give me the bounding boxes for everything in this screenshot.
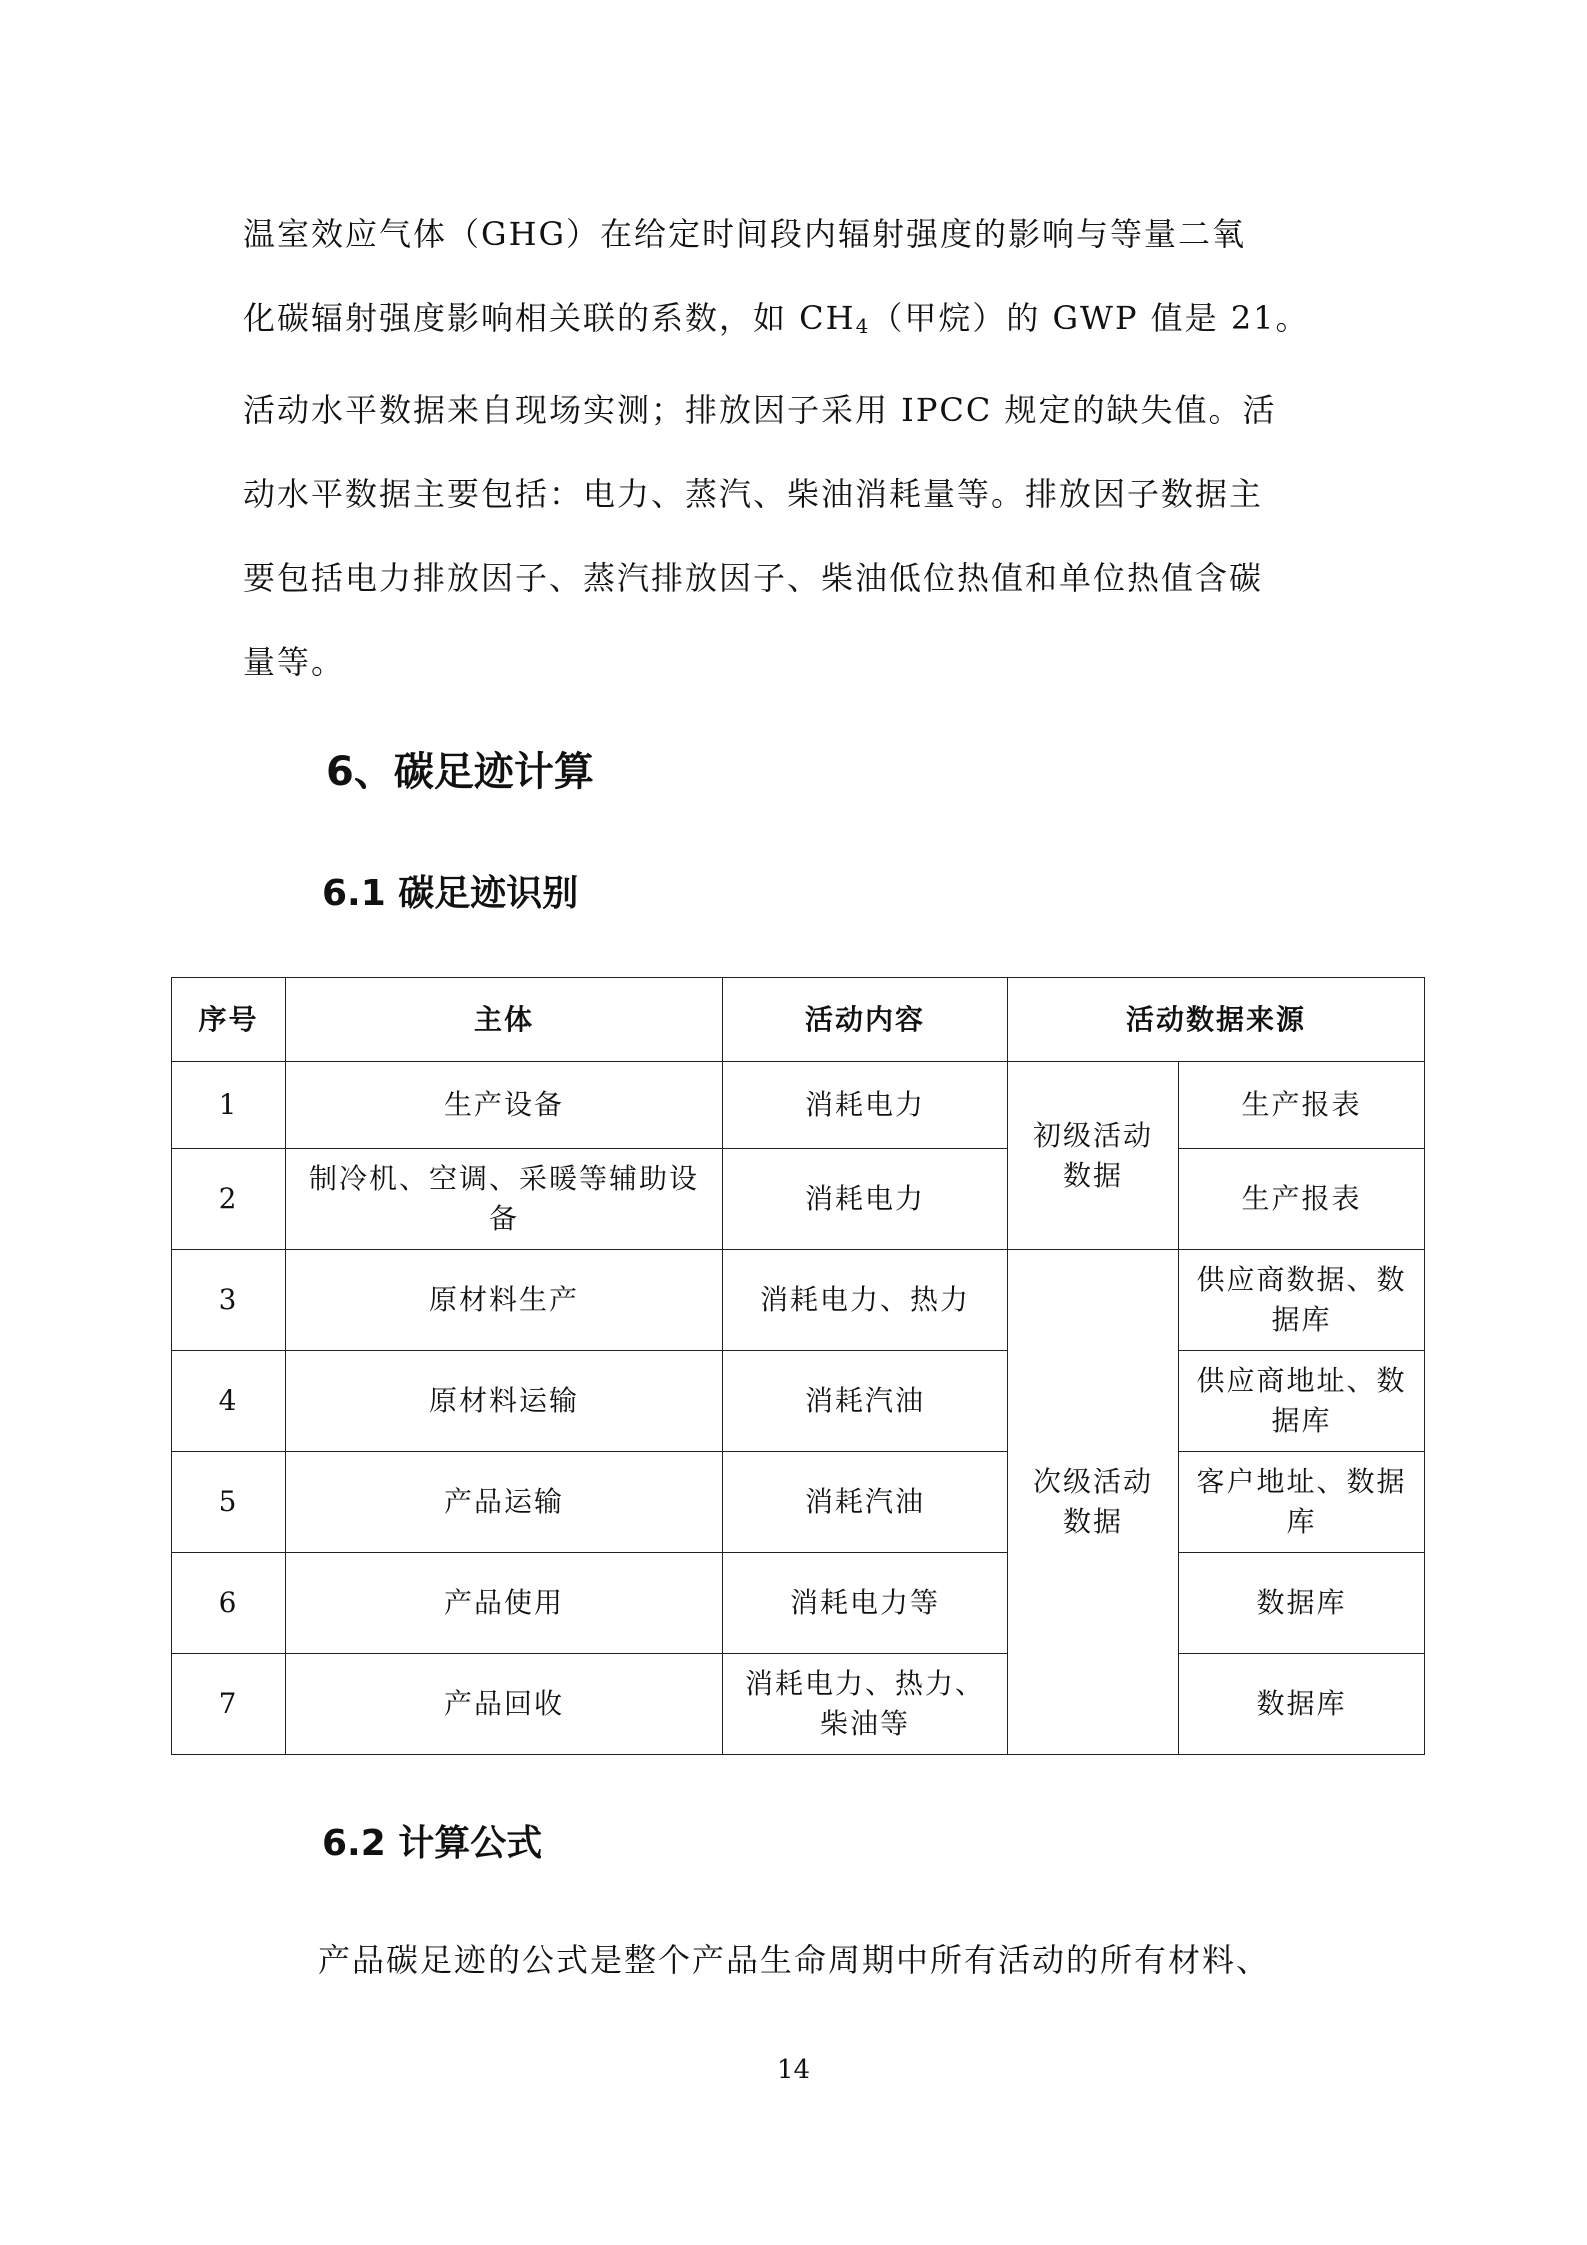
cell-activity: 消耗电力、热力 xyxy=(723,1250,1008,1351)
carbon-footprint-table xyxy=(171,977,1425,1755)
cell-no: 5 xyxy=(172,1452,286,1553)
table-row xyxy=(172,1149,1425,1250)
table-row xyxy=(172,1062,1425,1149)
formula-line: 产品碳足迹的公式是整个产品生命周期中所有活动的所有材料、 xyxy=(318,1941,1271,1979)
cell-no: 7 xyxy=(172,1654,286,1755)
table-row xyxy=(172,1351,1425,1452)
header-source: 活动数据来源 xyxy=(1008,978,1425,1062)
cell-no: 6 xyxy=(172,1553,286,1654)
cell-subject: 产品运输 xyxy=(286,1452,723,1553)
intro-line-2 xyxy=(243,276,1353,368)
cell-activity: 消耗电力 xyxy=(723,1062,1008,1149)
formula-paragraph xyxy=(318,1918,1358,2002)
cell-no: 4 xyxy=(172,1351,286,1452)
header-subject: 主体 xyxy=(286,978,723,1062)
cell-no: 3 xyxy=(172,1250,286,1351)
cell-activity: 消耗电力 xyxy=(723,1149,1008,1250)
cell-source: 数据库 xyxy=(1179,1654,1425,1755)
intro-line-3: 活动水平数据来自现场实测；排放因子采用 IPCC 规定的缺失值。活 xyxy=(243,391,1277,429)
intro-line-5: 要包括电力排放因子、蒸汽排放因子、柴油低位热值和单位热值含碳 xyxy=(243,559,1264,597)
cell-subject: 制冷机、空调、采暖等辅助设备 xyxy=(286,1149,723,1250)
intro-paragraph xyxy=(243,192,1353,704)
cell-source: 生产报表 xyxy=(1179,1062,1425,1149)
cell-source: 数据库 xyxy=(1179,1553,1425,1654)
cell-subject: 原材料运输 xyxy=(286,1351,723,1452)
cell-no: 2 xyxy=(172,1149,286,1250)
table-row xyxy=(172,1250,1425,1351)
intro-line-1: 温室效应气体（GHG）在给定时间段内辐射强度的影响与等量二氧 xyxy=(243,215,1247,253)
cell-source: 生产报表 xyxy=(1179,1149,1425,1250)
cell-activity: 消耗电力等 xyxy=(723,1553,1008,1654)
cell-subject: 产品回收 xyxy=(286,1654,723,1755)
cell-subject: 产品使用 xyxy=(286,1553,723,1654)
ch4-subscript: 4 xyxy=(855,314,871,338)
cell-activity: 消耗汽油 xyxy=(723,1351,1008,1452)
header-activity: 活动内容 xyxy=(723,978,1008,1062)
section-heading: 6、碳足迹计算 xyxy=(326,749,594,795)
table-row xyxy=(172,1452,1425,1553)
cell-subject: 生产设备 xyxy=(286,1062,723,1149)
cell-source: 供应商地址、数据库 xyxy=(1179,1351,1425,1452)
cell-level-secondary: 次级活动数据 xyxy=(1008,1250,1179,1755)
subsection-heading-6-2: 6.2 计算公式 xyxy=(322,1823,543,1864)
table-row xyxy=(172,1654,1425,1755)
intro-line-4: 动水平数据主要包括：电力、蒸汽、柴油消耗量等。排放因子数据主 xyxy=(243,475,1264,513)
cell-activity: 消耗电力、热力、柴油等 xyxy=(723,1654,1008,1755)
intro-line-2-tail: （甲烷）的 GWP 值是 21。 xyxy=(870,299,1310,337)
intro-line-2-text: 化碳辐射强度影响相关联的系数，如 CH xyxy=(243,299,856,337)
cell-no: 1 xyxy=(172,1062,286,1149)
cell-source: 供应商数据、数据库 xyxy=(1179,1250,1425,1351)
table-row xyxy=(172,1553,1425,1654)
table-header-row xyxy=(172,978,1425,1062)
cell-subject: 原材料生产 xyxy=(286,1250,723,1351)
page-number: 14 xyxy=(776,2055,811,2085)
cell-source: 客户地址、数据库 xyxy=(1179,1452,1425,1553)
cell-activity: 消耗汽油 xyxy=(723,1452,1008,1553)
header-no: 序号 xyxy=(172,978,286,1062)
cell-level-primary: 初级活动数据 xyxy=(1008,1062,1179,1250)
subsection-heading-6-1: 6.1 碳足迹识别 xyxy=(322,873,579,914)
intro-line-6: 量等。 xyxy=(243,643,346,681)
